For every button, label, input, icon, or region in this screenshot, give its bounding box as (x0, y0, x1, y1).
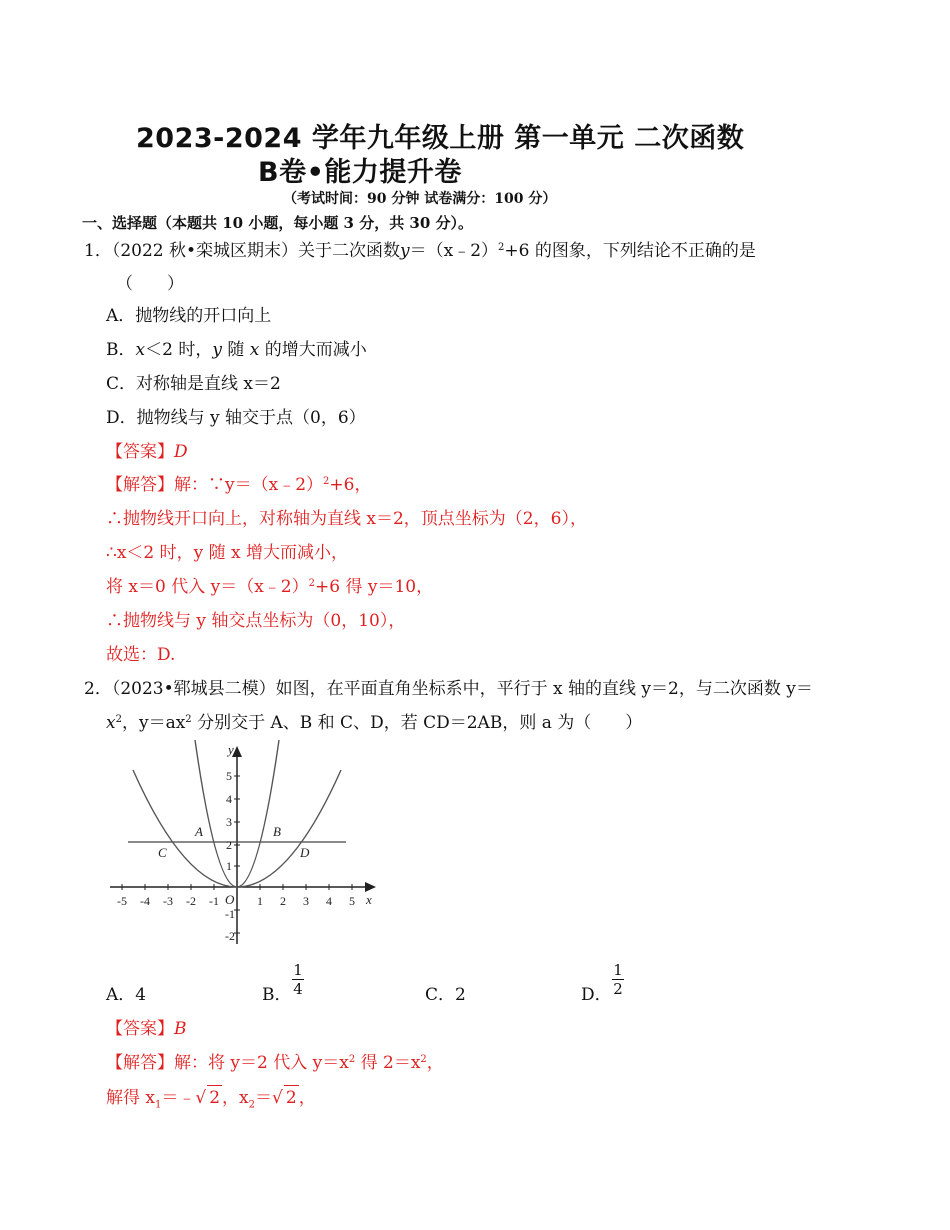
q2-option-b-fraction: $\frac{1}{4}$ (293, 961, 303, 998)
y-tick: 2 (226, 838, 232, 852)
parabola-graph (100, 740, 390, 950)
q1-solution-line-2: ∴抛物线开口向上，对称轴为直线 x＝2，顶点坐标为（2，6）， (106, 509, 587, 529)
question-1-paren: （ ） (116, 274, 184, 294)
y-axis-label: y (228, 742, 234, 757)
x-axis-arrow (365, 882, 376, 892)
x-axis-label: x (366, 892, 372, 907)
x-tick: 5 (349, 894, 355, 908)
section-heading: 一、选择题（本题共 10 小题，每小题 3 分，共 30 分）。 (82, 214, 474, 232)
page-subtitle: B卷•能力提升卷 (258, 157, 462, 188)
q1-option-c: C．对称轴是直线 x＝2 (106, 374, 281, 394)
q1-option-b: B．x＜2 时，y 随 x 的增大而减小 (106, 340, 367, 360)
page-title: 2023-2024 学年九年级上册 第一单元 二次函数 (136, 123, 745, 154)
q2-solution-line-1: 【解答】解：将 y＝2 代入 $y=x^2$ 得 $2=x^2$， (106, 1053, 444, 1073)
x-tick: 3 (303, 894, 309, 908)
question-1-stem: 1．（2022 秋•栾城区期末）关于二次函数y＝（x﹣2）$^2$+6 的图象，下列结论不正确的是 (84, 241, 756, 261)
q2-option-d-fraction: $\frac{1}{2}$ (613, 961, 623, 998)
y-tick: 1 (226, 859, 232, 873)
y-tick: 4 (226, 792, 232, 806)
point-b-label: B (273, 824, 281, 839)
x-tick: -5 (117, 894, 127, 908)
question-2-stem-cont: $x^2$，$y=ax^2$ 分别交于 A、B 和 C、D，若 CD＝2AB，则 a 为（ ） (106, 713, 643, 733)
question-2-stem: 2．（2023•郓城县二模）如图，在平面直角坐标系中，平行于 x 轴的直线 y＝2，与二次函数 y＝ (84, 679, 813, 699)
q1-solution-line-1: 【解答】解：∵y＝（x﹣2）$^2$+6， (106, 475, 372, 495)
q1-solution-line-3: ∴x＜2 时，y 随 x 增大而减小， (106, 543, 349, 563)
y-tick: -1 (225, 907, 235, 921)
q2-option-c: C．2 (425, 985, 466, 1005)
q2-solution-line-2: 解得 $x_1=﹣√$ 2 ，$x_2=√$ 2 ， (106, 1085, 316, 1117)
x-tick: 1 (257, 894, 263, 908)
y-tick: 3 (226, 815, 232, 829)
q2-option-d-label: D． (581, 985, 612, 1005)
x-tick: -2 (186, 894, 196, 908)
x-tick: -4 (140, 894, 150, 908)
origin-label: O (225, 892, 235, 907)
y-tick: 5 (226, 769, 232, 783)
x-tick: 2 (280, 894, 286, 908)
q1-solution-line-6: 故选：D. (106, 645, 176, 665)
point-a-label: A (195, 824, 203, 839)
point-c-label: C (158, 845, 167, 860)
q1-solution-line-4: 将 x＝0 代入 y＝（x﹣2）$^2$+6 得 y＝10， (106, 577, 434, 597)
q2-option-a: A．4 (106, 985, 147, 1005)
q1-option-a: A．抛物线的开口向上 (106, 306, 272, 326)
x-tick: -3 (163, 894, 173, 908)
x-tick: 4 (326, 894, 332, 908)
q1-option-d: D．抛物线与 y 轴交于点（0，6） (106, 408, 366, 428)
point-d-label: D (300, 845, 310, 860)
q1-answer: 【答案】D (106, 442, 188, 462)
q2-answer: 【答案】B (106, 1019, 187, 1039)
q2-option-b-label: B． (262, 985, 292, 1005)
y-tick: -2 (225, 929, 235, 943)
q1-solution-line-5: ∴抛物线与 y 轴交点坐标为（0，10）， (106, 611, 406, 631)
x-tick: -1 (209, 894, 219, 908)
exam-info: （考试时间：90 分钟 试卷满分：100 分） (283, 191, 557, 207)
